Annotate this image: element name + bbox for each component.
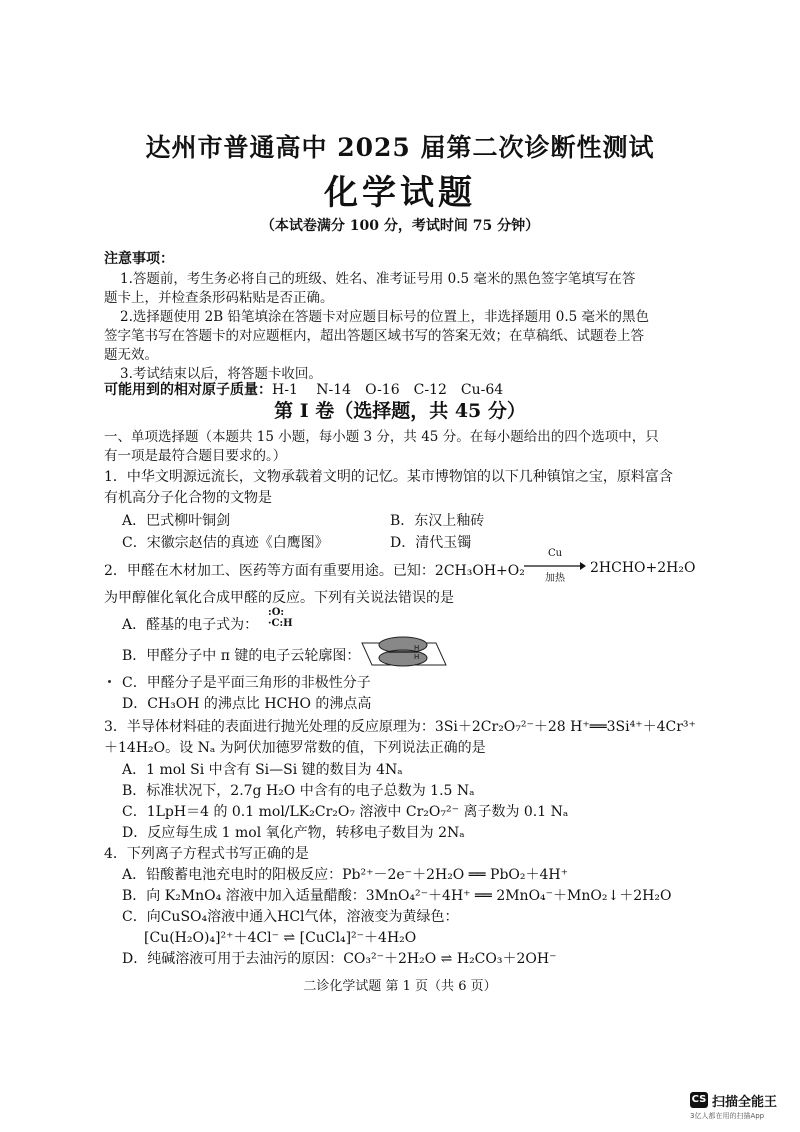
formula-carbon: ·C:H bbox=[268, 618, 293, 629]
q3-option-b: B．标准状况下，2.7g H₂O 中含有的电子总数为 1.5 Nₐ bbox=[122, 783, 475, 799]
svg-text:H: H bbox=[414, 653, 420, 661]
q3-stem-line-1: 3．半导体材料硅的表面进行抛光处理的反应原理为：3Si＋2Cr₂O₇²⁻＋28 H⁺══3Si⁴⁺＋4Cr³⁺ bbox=[104, 719, 696, 735]
q1-option-b: B．东汉上釉砖 bbox=[390, 513, 485, 529]
notice-item-3: 3.考试结束以后，将答题卡收回。 bbox=[120, 366, 322, 382]
reaction-arrow bbox=[524, 548, 586, 584]
exam-subtitle: （本试卷满分 100 分，考试时间 75 分钟） bbox=[260, 218, 540, 234]
formula-oxygen: :O: bbox=[268, 607, 285, 618]
q3-option-c: C．1LpH＝4 的 0.1 mol/LK₂Cr₂O₇ 溶液中 Cr₂O₇²⁻ 离子数为 0.1 Nₐ bbox=[122, 804, 569, 820]
svg-text:H: H bbox=[414, 644, 420, 652]
subject-title: 化学试题 bbox=[324, 173, 476, 213]
q1-option-d: D．清代玉镯 bbox=[390, 535, 472, 551]
scanner-app-name: 扫描全能王 bbox=[712, 1095, 778, 1110]
arrow-catalyst: Cu bbox=[547, 548, 563, 559]
q1-option-c: C．宋徽宗赵佶的真迹《白鹰图》 bbox=[122, 535, 329, 551]
q2-stem-part-2: 2HCHO+2H₂O bbox=[590, 560, 696, 576]
q1-stem-line-1: 1．中华文明源远流长，文物承载着文明的记忆。某市博物馆的以下几种镇馆之宝，原料富含 bbox=[104, 469, 673, 485]
q4-option-c-line-1: C．向CuSO₄溶液中通入HCl气体，溶液变为黄绿色： bbox=[122, 909, 459, 925]
q4-stem: 4．下列离子方程式书写正确的是 bbox=[104, 846, 309, 862]
section-instructions-line-1: 一、单项选择题（本题共 15 小题，每小题 3 分，共 45 分。在每小题给出的四个选项中，只 bbox=[104, 429, 659, 445]
q2-option-c: C．甲醛分子是平面三角形的非极性分子 bbox=[122, 675, 371, 691]
q4-option-b: B．向 K₂MnO₄ 溶液中加入适量醋酸：3MnO₄²⁻＋4H⁺ ══ 2MnO₄⁻＋MnO₂↓＋2H₂O bbox=[122, 888, 672, 904]
q2-option-b: B．甲醛分子中 π 键的电子云轮廓图： bbox=[122, 648, 361, 664]
atomic-mass-label: 可能用到的相对原子质量： bbox=[104, 382, 272, 398]
q4-option-a: A．铅酸蓄电池充电时的阳极反应：Pb²⁺－2e⁻＋2H₂O ══ PbO₂＋4H⁺ bbox=[122, 867, 569, 883]
q1-option-a: A．巴式柳叶铜剑 bbox=[122, 513, 231, 529]
section-heading: 第 I 卷（选择题，共 45 分） bbox=[274, 400, 526, 422]
pi-bond-cloud-diagram bbox=[358, 634, 450, 668]
notice-item-2-line-1: 2.选择题使用 2B 铅笔填涂在答题卡对应题目标号的位置上，非选择题用 0.5 毫米的黑色 bbox=[120, 309, 650, 325]
q3-option-a: A．1 mol Si 中含有 Si—Si 键的数目为 4Nₐ bbox=[122, 762, 403, 778]
arrow-condition: 加热 bbox=[545, 573, 565, 584]
notice-item-1-line-1: 1.答题前，考生务必将自己的班级、姓名、准考证号用 0.5 毫米的黑色签字笔填写在答 bbox=[120, 271, 636, 287]
q3-stem-line-2: ＋14H₂O。设 Nₐ 为阿伏加德罗常数的值，下列说法正确的是 bbox=[104, 740, 486, 756]
atomic-mass-values: H-1 N-14 O-16 C-12 Cu-64 bbox=[272, 382, 504, 398]
notice-item-1-line-2: 题卡上，并检查条形码粘贴是否正确。 bbox=[104, 290, 334, 306]
scanner-tagline: 3亿人都在用的扫描App bbox=[690, 1112, 765, 1120]
notice-item-2-line-2: 签字笔书写在答题卡的对应题框内，超出答题区域书写的答案无效；在草稿纸、试题卷上答 bbox=[104, 328, 644, 344]
q4-option-c-line-2: [Cu(H₂O)₄]²⁺＋4Cl⁻ ⇌ [CuCl₄]²⁻＋4H₂O bbox=[144, 930, 417, 946]
q2-option-d: D．CH₃OH 的沸点比 HCHO 的沸点高 bbox=[122, 696, 372, 712]
q4-option-d: D．纯碱溶液可用于去油污的原因：CO₃²⁻＋2H₂O ⇌ H₂CO₃＋2OH⁻ bbox=[122, 951, 557, 967]
section-instructions-line-2: 有一项是最符合题目要求的。） bbox=[104, 448, 287, 464]
notice-item-2-line-3: 题无效。 bbox=[104, 347, 158, 363]
aldehyde-electron-formula bbox=[268, 607, 293, 629]
q2-option-a: A．醛基的电子式为： bbox=[122, 617, 259, 633]
scanner-logo-icon: CS bbox=[690, 1092, 708, 1108]
page-footer: 二诊化学试题 第 1 页（共 6 页） bbox=[303, 979, 497, 994]
q2-stem-line-2: 为甲醇催化氧化合成甲醛的反应。下列有关说法错误的是 bbox=[104, 590, 454, 606]
scan-speck bbox=[108, 680, 111, 683]
q1-stem-line-2: 有机高分子化合物的文物是 bbox=[104, 490, 272, 506]
notice-heading: 注意事项： bbox=[104, 251, 174, 267]
exam-title: 达州市普通高中 2025 届第二次诊断性测试 bbox=[145, 133, 655, 162]
q3-option-d: D．反应每生成 1 mol 氧化产物，转移电子数目为 2Nₐ bbox=[122, 825, 465, 841]
q2-stem-part-1: 2．甲醛在木材加工、医药等方面有重要用途。已知：2CH₃OH+O₂ bbox=[104, 563, 525, 579]
